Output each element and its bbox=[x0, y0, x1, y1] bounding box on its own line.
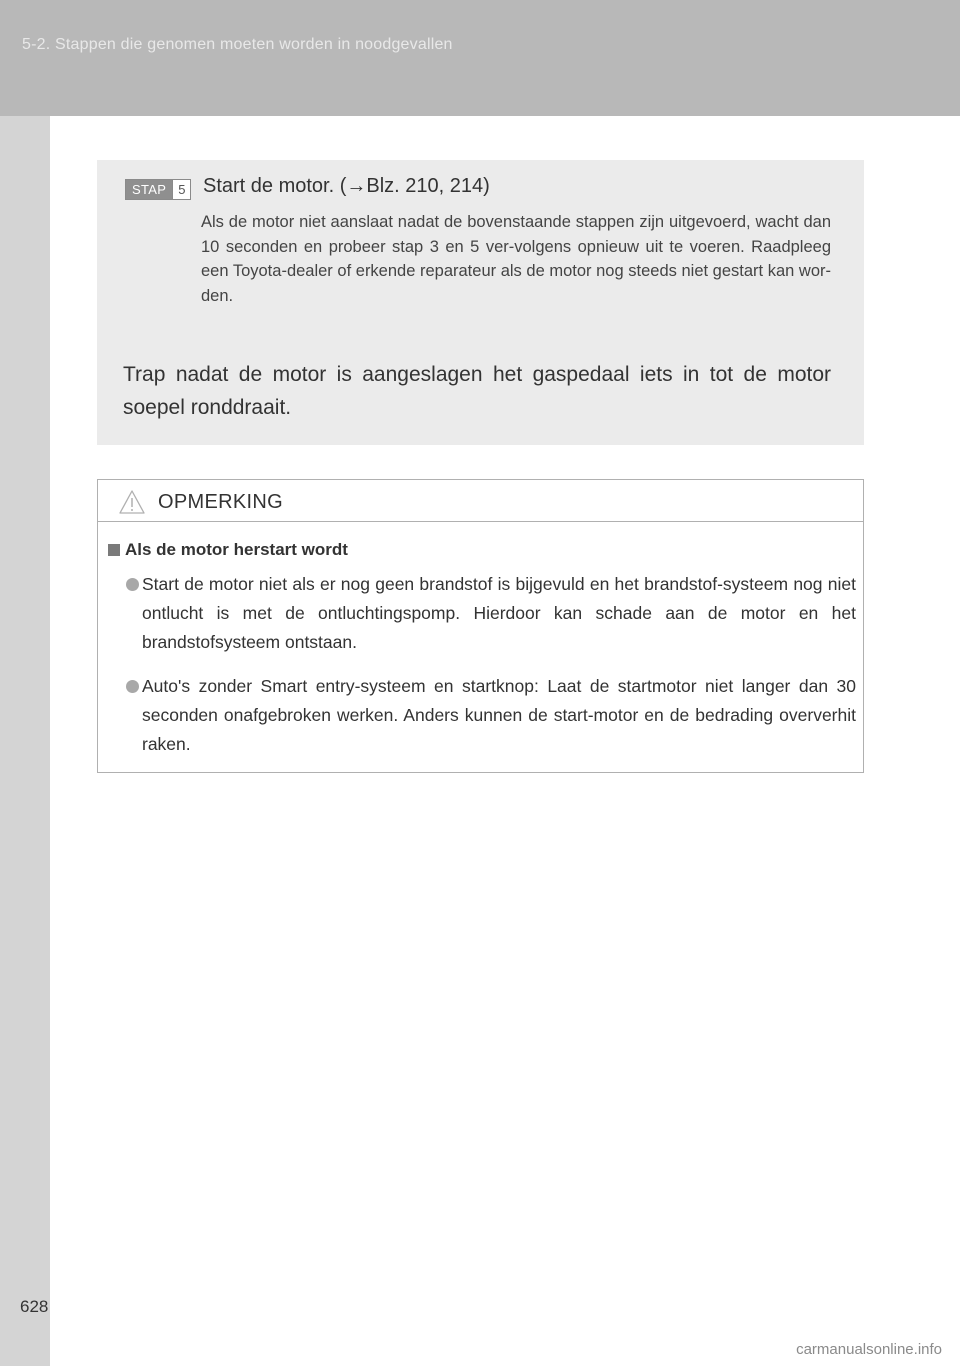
step-badge-number: 5 bbox=[172, 180, 190, 199]
notice-bullet-text: Auto's zonder Smart entry-systeem en startknop: Laat de startmotor niet langer dan 30 seconden onafgebroken werken. Anders kunnen de start-motor en de bedrading oververhit raken. bbox=[142, 676, 856, 754]
step-box bbox=[97, 160, 864, 445]
notice-box bbox=[97, 479, 864, 773]
notice-subheading bbox=[108, 540, 348, 560]
step-title: Start de motor. (→Blz. 210, 214) bbox=[203, 175, 490, 197]
notice-bullet bbox=[126, 672, 856, 759]
notice-bullet-text: Start de motor niet als er nog geen brandstof is bijgevuld en het brandstof-systeem nog niet ontlucht is met de ontluchtingspomp. Hierdoor kan schade aan de motor en het brandstofsysteem ontstaan. bbox=[142, 574, 856, 652]
step-note: Trap nadat de motor is aangeslagen het gaspedaal iets in tot de motor soepel ronddraait. bbox=[123, 363, 831, 419]
notice-subheading-text: Als de motor herstart wordt bbox=[125, 540, 348, 559]
page-number: 628 bbox=[20, 1297, 49, 1316]
circle-bullet-icon bbox=[126, 578, 139, 591]
header-bar bbox=[0, 0, 960, 116]
warning-triangle-icon bbox=[118, 489, 146, 515]
section-title: 5-2. Stappen die genomen moeten worden in noodgevallen bbox=[22, 36, 453, 53]
step-badge-label: STAP bbox=[126, 180, 172, 199]
notice-header bbox=[98, 480, 863, 522]
square-bullet-icon bbox=[108, 544, 120, 556]
step-badge bbox=[125, 179, 191, 200]
watermark: carmanualsonline.info bbox=[796, 1341, 942, 1358]
step-detail: Als de motor niet aanslaat nadat de bovenstaande stappen zijn uitgevoerd, wacht dan 10 seconden en probeer stap 3 en 5 ver-volgens opnieuw uit te voeren. Raadpleeg een Toyota-dealer of erkende reparateur als de motor nog steeds niet gestart kan wor-den. bbox=[201, 213, 831, 305]
circle-bullet-icon bbox=[126, 680, 139, 693]
notice-bullet bbox=[126, 570, 856, 657]
notice-title: OPMERKING bbox=[158, 491, 283, 513]
